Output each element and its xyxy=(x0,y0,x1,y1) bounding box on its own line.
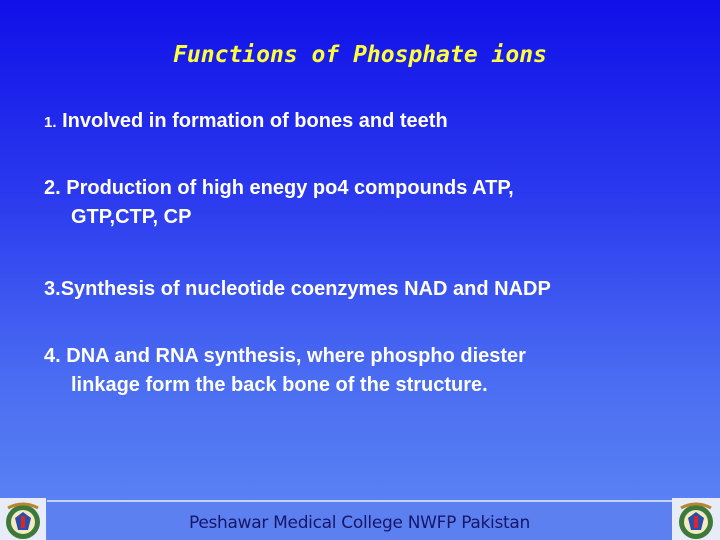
footer-bar xyxy=(47,500,672,540)
point-2 xyxy=(44,174,514,232)
point-3 xyxy=(44,275,551,304)
college-crest-icon xyxy=(672,498,718,540)
footer-text: Peshawar Medical College NWFP Pakistan xyxy=(189,513,530,533)
point-continuation: GTP,CTP, CP xyxy=(71,206,192,228)
point-1 xyxy=(44,107,448,137)
slide-title: Functions of Phosphate ions xyxy=(173,42,547,68)
point-number: 3. xyxy=(44,278,61,300)
point-number: 1. xyxy=(44,114,57,131)
point-text: Synthesis of nucleotide coenzymes NAD and NADP xyxy=(60,278,551,300)
point-text: Involved in formation of bones and teeth xyxy=(62,110,448,132)
point-4 xyxy=(44,342,526,400)
point-continuation: linkage form the back bone of the structure. xyxy=(71,374,488,396)
point-text: DNA and RNA synthesis, where phospho diester xyxy=(66,345,526,367)
point-number: 2. xyxy=(44,177,61,199)
college-crest-icon xyxy=(0,498,46,540)
point-text: Production of high enegy po4 compounds ATP, xyxy=(66,177,514,199)
point-number: 4. xyxy=(44,345,61,367)
